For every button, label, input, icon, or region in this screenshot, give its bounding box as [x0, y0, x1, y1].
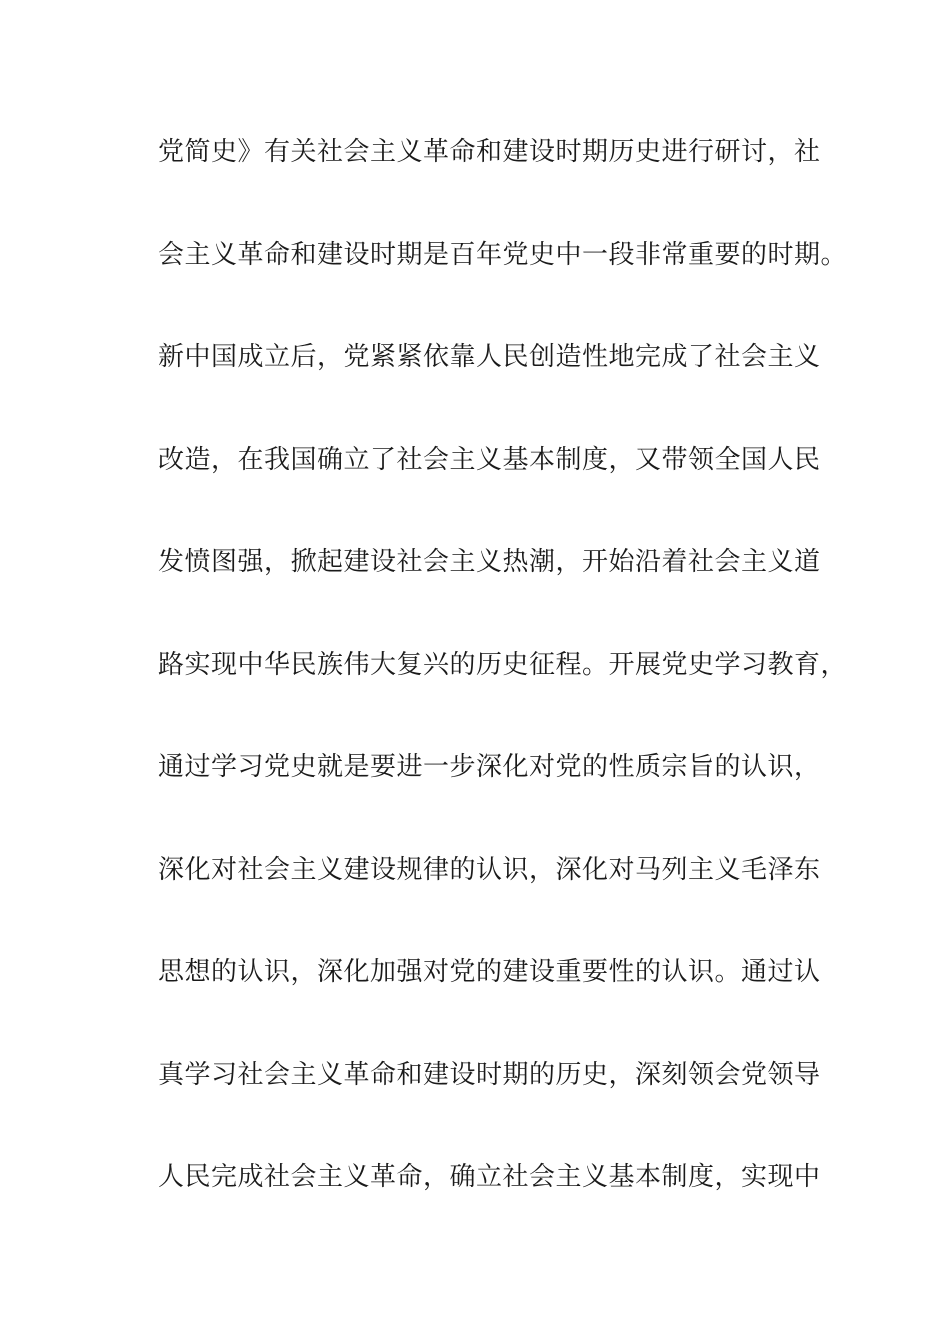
text-line-11: 人民完成社会主义革命，确立社会主义基本制度，实现中 — [158, 1162, 821, 1192]
text-line-1: 党简史》有关社会主义革命和建设时期历史进行研讨，社 — [158, 137, 821, 167]
text-line-7: 通过学习党史就是要进一步深化对党的性质宗旨的认识， — [158, 752, 821, 782]
text-line-8: 深化对社会主义建设规律的认识，深化对马列主义毛泽东 — [158, 854, 821, 885]
text-line-5: 发愤图强，掀起建设社会主义热潮，开始沿着社会主义道 — [158, 547, 821, 577]
text-line-4: 改造，在我国确立了社会主义基本制度，又带领全国人民 — [158, 444, 821, 475]
text-line-9: 思想的认识，深化加强对党的建设重要性的认识。通过认 — [158, 957, 821, 987]
text-line-3: 新中国成立后，党紧紧依靠人民创造性地完成了社会主义 — [158, 342, 821, 372]
text-line-10: 真学习社会主义革命和建设时期的历史，深刻领会党领导 — [158, 1059, 821, 1090]
body-text — [158, 130, 848, 1258]
text-line-6: 路实现中华民族伟大复兴的历史征程。开展党史学习教育， — [158, 649, 848, 680]
text-line-2: 会主义革命和建设时期是百年党史中一段非常重要的时期。 — [158, 239, 848, 270]
